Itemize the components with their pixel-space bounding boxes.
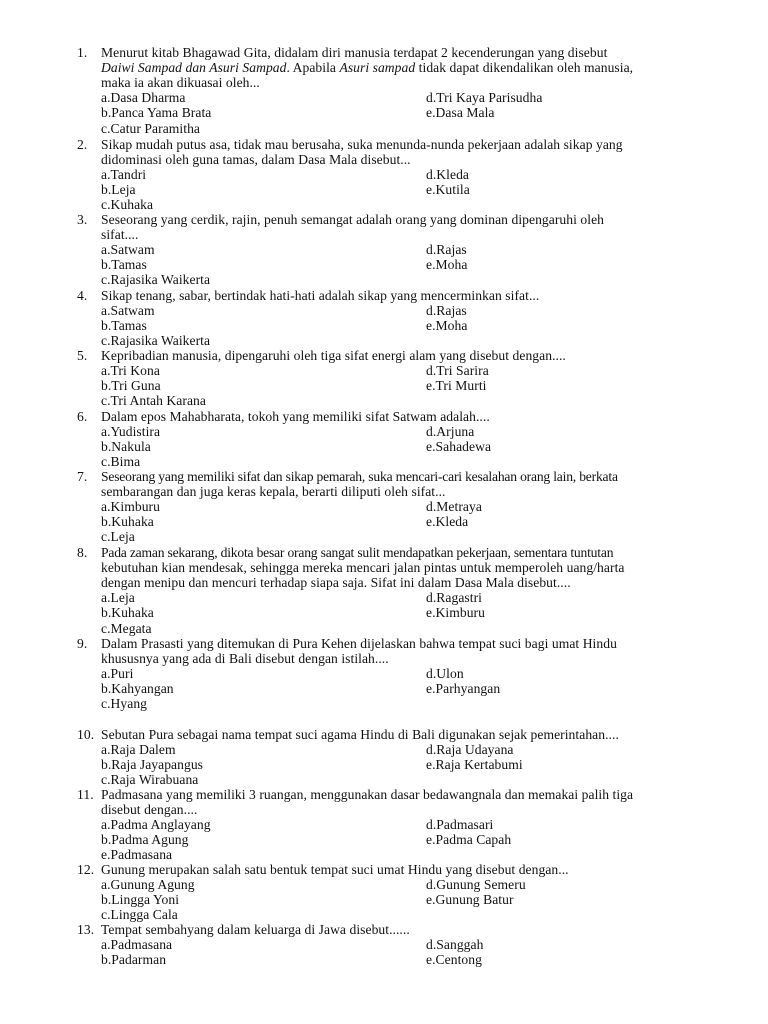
option-b: b.Kuhaka — [101, 605, 154, 621]
option-b: b.Tamas — [101, 257, 147, 273]
question-text-line: Dalam Prasasti yang ditemukan di Pura Kehen dijelaskan bahwa tempat suci bagi umat Hindu — [101, 636, 617, 651]
option-e: e.Raja Kertabumi — [426, 757, 523, 773]
question-text-line: Sikap tenang, sabar, bertindak hati-hati adalah sikap yang mencerminkan sifat... — [101, 288, 540, 303]
option-d: d.Raja Udayana — [426, 742, 514, 758]
option-a: a.Yudistira — [101, 424, 161, 440]
option-b: b.Leja — [101, 182, 136, 198]
question-text-line: Tempat sembahyang dalam keluarga di Jawa disebut...... — [101, 922, 410, 937]
question-text-line: kebutuhan kian mendesak, sehingga mereka mencari jalan pintas untuk memperoleh uang/harta — [101, 560, 625, 576]
question-number: 4. — [77, 288, 88, 303]
option-e: e.Parhyangan — [426, 681, 501, 697]
option-c: c.Raja Wirabuana — [101, 772, 199, 788]
option-a: a.Padmasana — [101, 937, 173, 953]
question-text-line: Kepribadian manusia, dipengaruhi oleh tiga sifat energi alam yang disebut dengan.... — [101, 348, 566, 363]
question-number: 8. — [77, 545, 88, 560]
option-e: e.Kleda — [426, 514, 469, 530]
question-text-line: Sikap mudah putus asa, tidak mau berusaha, suka menunda-nunda pekerjaan adalah sikap yang — [101, 137, 623, 152]
option-b: b.Panca Yama Brata — [101, 105, 212, 121]
option-c: c.Kuhaka — [101, 197, 154, 213]
option-a: a.Tri Kona — [101, 363, 160, 379]
question-text-line: khususnya yang ada di Bali disebut dengan istilah.... — [101, 651, 389, 667]
question-text-line: Pada zaman sekarang, dikota besar orang sangat sulit mendapatkan pekerjaan, sementara tuntutan — [101, 545, 614, 560]
option-a: a.Kimburu — [101, 499, 160, 515]
option-d: d.Metraya — [426, 499, 482, 515]
option-e: e.Tri Murti — [426, 378, 487, 394]
option-c: e.Padmasana — [101, 847, 173, 863]
option-a: a.Tandri — [101, 167, 147, 183]
option-b: b.Raja Jayapangus — [101, 757, 204, 773]
text-segment: . Apabila — [286, 60, 340, 76]
option-b: b.Tri Guna — [101, 378, 161, 394]
question-text-line: disebut dengan.... — [101, 802, 198, 818]
question-number: 9. — [77, 636, 88, 651]
question-number: 5. — [77, 348, 88, 363]
question-text-line: Dalam epos Mahabharata, tokoh yang memiliki sifat Satwam adalah.... — [101, 409, 490, 424]
option-c: c.Bima — [101, 454, 141, 470]
option-e: e.Kutila — [426, 182, 470, 198]
option-c: c.Rajasika Waikerta — [101, 272, 211, 288]
option-d: d.Ulon — [426, 666, 464, 682]
option-c: c.Leja — [101, 529, 135, 545]
option-a: a.Gunung Agung — [101, 877, 195, 893]
option-a: a.Padma Anglayang — [101, 817, 211, 833]
option-e: e.Gunung Batur — [426, 892, 514, 908]
option-a: a.Dasa Dharma — [101, 90, 186, 106]
question-text-line: dengan menipu dan mencuri terhadap siapa saja. Sifat ini dalam Dasa Mala disebut.... — [101, 575, 571, 591]
option-d: d.Rajas — [426, 303, 467, 319]
option-a: a.Satwam — [101, 303, 155, 319]
question-text-line: didominasi oleh guna tamas, dalam Dasa Mala disebut... — [101, 152, 411, 168]
question-text-line: Seseorang yang cerdik, rajin, penuh semangat adalah orang yang dominan dipengaruhi oleh — [101, 212, 605, 227]
option-a: a.Raja Dalem — [101, 742, 176, 758]
option-d: d.Gunung Semeru — [426, 877, 526, 893]
option-d: d.Rajas — [426, 242, 467, 258]
question-number: 10. — [77, 727, 95, 742]
option-b: b.Padma Agung — [101, 832, 189, 848]
option-e: e.Moha — [426, 318, 468, 334]
option-d: d.Padmasari — [426, 817, 494, 833]
question-number: 13. — [77, 922, 95, 937]
option-e: e.Kimburu — [426, 605, 485, 621]
option-d: d.Sanggah — [426, 937, 484, 953]
option-b: b.Nakula — [101, 439, 151, 455]
option-e: e.Dasa Mala — [426, 105, 495, 121]
question-text-line: Sebutan Pura sebagai nama tempat suci agama Hindu di Bali digunakan sejak pemerintahan.... — [101, 727, 619, 742]
question-text-line: maka ia akan dikuasai oleh... — [101, 75, 260, 91]
option-d: d.Tri Sarira — [426, 363, 489, 379]
option-c: c.Rajasika Waikerta — [101, 333, 211, 349]
question-number: 3. — [77, 212, 88, 227]
question-text-line: sembarangan dan juga keras kepala, berarti diliputi oleh sifat... — [101, 484, 446, 500]
italic-term: Daiwi Sampad dan Asuri Sampad — [101, 60, 287, 76]
option-c: c.Hyang — [101, 696, 148, 712]
option-e: e.Sahadewa — [426, 439, 492, 455]
option-e: e.Moha — [426, 257, 468, 273]
option-d: d.Kleda — [426, 167, 470, 183]
option-c: c.Catur Paramitha — [101, 120, 200, 136]
question-number: 1. — [77, 45, 88, 60]
question-text-line: Menurut kitab Bhagawad Gita, didalam diri manusia terdapat 2 kecenderungan yang disebut — [101, 45, 608, 60]
option-d: d.Arjuna — [426, 424, 475, 440]
question-text-line: Gunung merupakan salah satu bentuk tempat suci umat Hindu yang disebut dengan... — [101, 862, 569, 877]
option-a: a.Puri — [101, 666, 134, 682]
option-b: b.Padarman — [101, 952, 167, 968]
italic-term: Asuri sampad — [339, 60, 416, 76]
question-number: 2. — [77, 137, 88, 152]
option-e: e.Centong — [426, 952, 482, 968]
option-a: a.Leja — [101, 590, 135, 606]
option-c: c.Tri Antah Karana — [101, 393, 206, 409]
question-text-line — [101, 60, 633, 75]
option-b: b.Kuhaka — [101, 514, 154, 530]
question-number: 6. — [77, 409, 88, 424]
option-b: b.Lingga Yoni — [101, 892, 180, 908]
option-d: d.Tri Kaya Parisudha — [426, 90, 543, 106]
question-number: 12. — [77, 862, 95, 877]
question-text-line: sifat.... — [101, 227, 139, 243]
question-number: 7. — [77, 469, 88, 484]
option-e: e.Padma Capah — [426, 832, 512, 848]
option-b: b.Kahyangan — [101, 681, 174, 697]
question-number: 11. — [77, 787, 94, 802]
option-c: c.Lingga Cala — [101, 907, 178, 923]
question-text-line: Seseorang yang memiliki sifat dan sikap pemarah, suka mencari-cari kesalahan orang lain, berkata — [101, 469, 618, 484]
option-b: b.Tamas — [101, 318, 147, 334]
option-a: a.Satwam — [101, 242, 155, 258]
option-d: d.Ragastri — [426, 590, 482, 606]
text-segment: tidak dapat dikendalikan oleh manusia, — [415, 60, 634, 76]
option-c: c.Megata — [101, 620, 152, 636]
question-text-line: Padmasana yang memiliki 3 ruangan, menggunakan dasar bedawangnala dan memakai palih tiga — [101, 787, 634, 802]
